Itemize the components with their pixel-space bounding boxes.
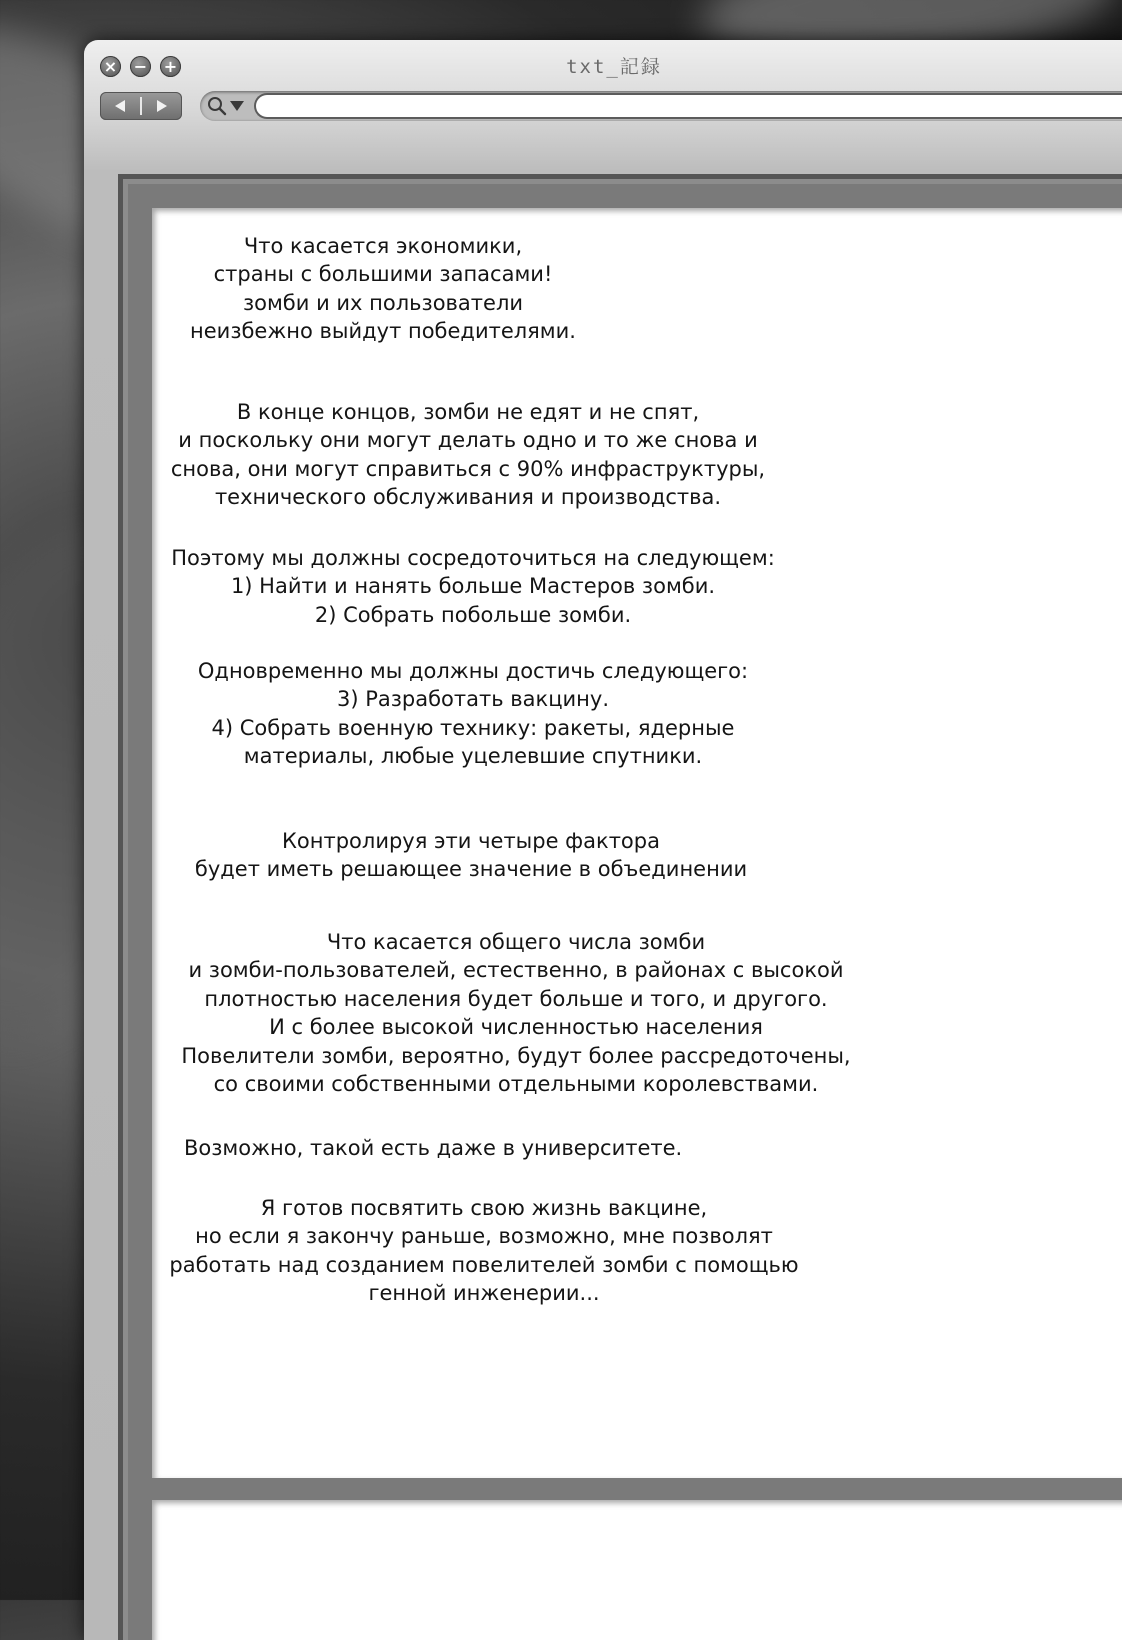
back-button[interactable]	[100, 92, 140, 120]
text-line: технического обслуживания и производства.	[214, 485, 722, 510]
magnifier-icon	[206, 95, 228, 117]
text-document	[152, 208, 1122, 1478]
minimize-icon: −	[133, 56, 148, 76]
text-line: будет иметь решающее значение в объединении	[194, 857, 748, 882]
text-line: снова, они могут справиться с 90% инфраструктуры,	[170, 456, 766, 481]
text-line: Что касается общего числа зомби	[326, 930, 706, 954]
text-line: Поэтому мы должны сосредоточиться на следующем:	[171, 546, 775, 570]
app-window	[84, 40, 1122, 1640]
paragraph-focus-list	[152, 544, 794, 629]
search-controls[interactable]	[206, 95, 245, 117]
paragraph-university	[184, 1134, 698, 1162]
address-bar	[200, 91, 1122, 121]
text-line: 4) Собрать военную технику: ракеты, ядерные	[211, 715, 735, 740]
triangle-right-icon	[156, 99, 168, 113]
forward-button[interactable]	[142, 92, 182, 120]
paragraph-population	[152, 928, 880, 1098]
text-line: работать над созданием повелителей зомби с помощью	[169, 1252, 799, 1277]
text-line: генной инженерии...	[368, 1281, 600, 1306]
paragraph-vaccine	[152, 1194, 816, 1308]
text-line: Одновременно мы должны достичь следующего:	[197, 659, 749, 683]
text-line: Возможно, такой есть даже в университете.	[184, 1136, 683, 1160]
triangle-left-icon	[114, 99, 126, 113]
content-frame	[118, 174, 1122, 1640]
text-line: Что касается экономики,	[243, 234, 523, 258]
text-line: зомби и их пользователи	[242, 290, 524, 315]
close-icon: ×	[103, 56, 118, 76]
paragraph-zombie-labor	[152, 398, 784, 512]
window-title: txt_記録	[566, 56, 662, 78]
window-titlebar	[84, 40, 1122, 90]
text-line: 2) Собрать побольше зомби.	[314, 602, 632, 627]
triangle-down-icon	[229, 99, 245, 113]
text-line: и зомби-пользователей, естественно, в районах с высокой	[188, 958, 844, 983]
paragraph-economy	[152, 232, 614, 346]
text-line: и поскольку они могут делать одно и то же снова и	[178, 428, 758, 453]
toolbar	[84, 90, 1122, 130]
text-line: страны с большими запасами!	[213, 262, 553, 287]
text-line: неизбежно выйдут победителями.	[190, 319, 576, 344]
text-line: но если я закончу раньше, возможно, мне позволят	[195, 1224, 773, 1249]
text-line: Контролируя эти четыре фактора	[282, 829, 660, 853]
back-forward-control	[100, 92, 182, 120]
text-line: Повелители зомби, вероятно, будут более рассредоточены,	[181, 1043, 851, 1068]
address-input[interactable]	[254, 93, 1122, 119]
text-line: со своими собственными отдельными королевствами.	[213, 1072, 819, 1097]
text-line: Я готов посвятить свою жизнь вакцине,	[260, 1196, 708, 1220]
maximize-icon: +	[163, 56, 178, 76]
paragraph-four-factors	[152, 827, 790, 884]
next-page	[152, 1500, 1122, 1640]
text-line: И с более высокой численностью населения	[269, 1015, 763, 1040]
paragraph-goals-list	[152, 657, 794, 771]
text-line: 1) Найти и нанять больше Мастеров зомби.	[230, 574, 716, 599]
text-line: плотностью населения будет больше и того, и другого.	[204, 986, 828, 1011]
text-line: В конце концов, зомби не едят и не спят,	[236, 400, 700, 424]
text-line: материалы, любые уцелевшие спутники.	[243, 744, 703, 769]
text-line: 3) Разработать вакцину.	[336, 687, 609, 712]
